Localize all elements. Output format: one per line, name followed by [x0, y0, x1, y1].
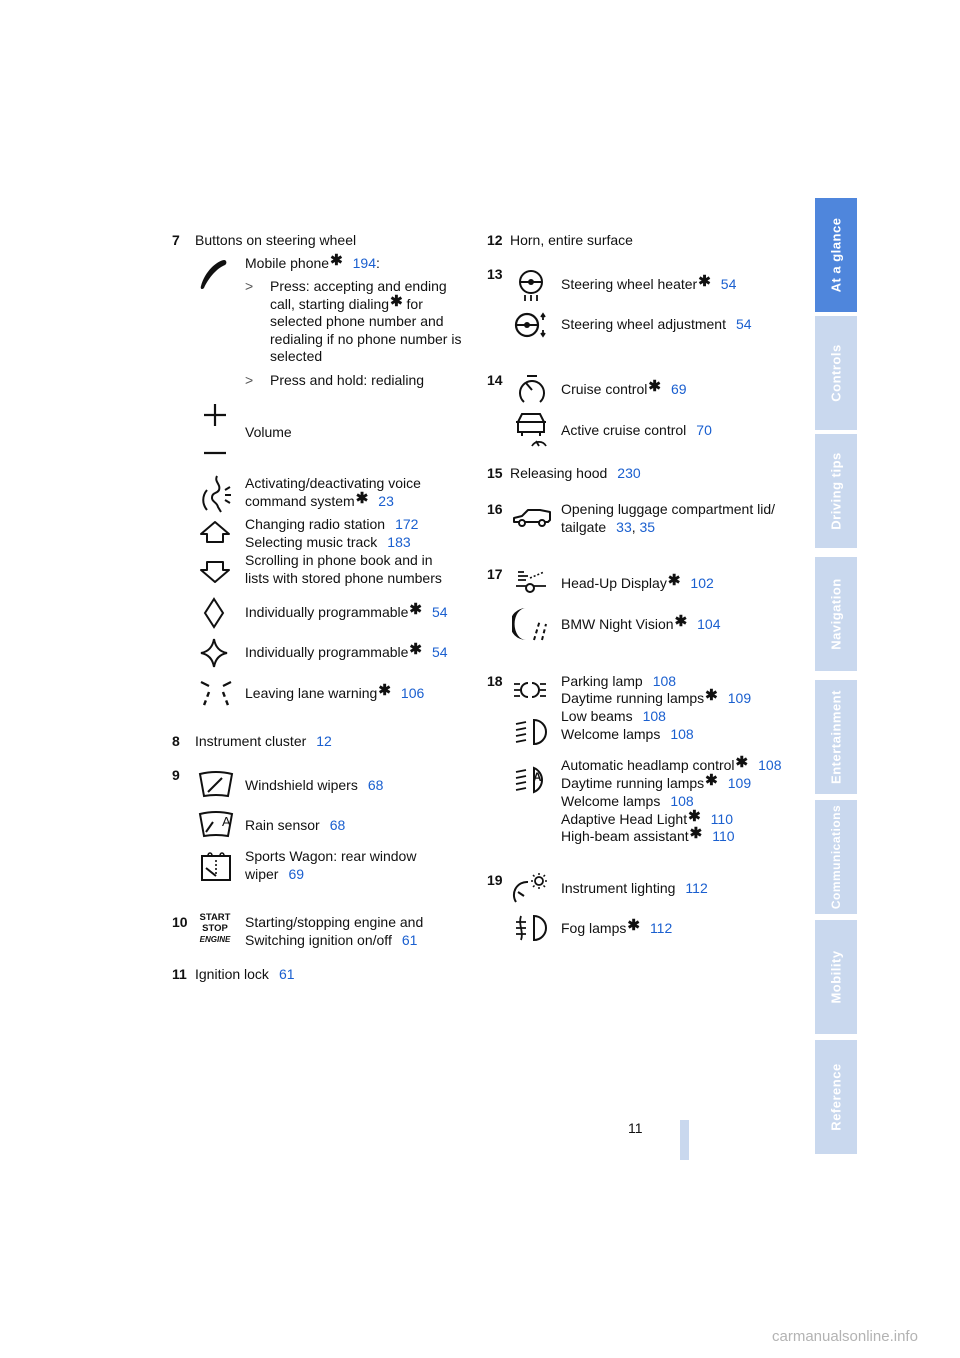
- programmable-2-label: Individually programmable✱ 54: [245, 641, 448, 660]
- bullet-marker: >: [245, 372, 254, 388]
- daytime-lamps-2-label: Daytime running lamps✱ 109: [561, 772, 752, 791]
- tab-driving-tips[interactable]: Driving tips: [815, 434, 857, 552]
- star-diamond-icon: [199, 637, 229, 669]
- steering-buttons-heading: Buttons on steering wheel: [195, 232, 357, 248]
- tab-controls[interactable]: Controls: [815, 316, 857, 434]
- plus-icon: [201, 402, 229, 428]
- page-ref-230[interactable]: 230: [617, 465, 641, 481]
- page-ref-172[interactable]: 172: [395, 516, 419, 532]
- head-up-display-label: Head-Up Display✱ 102: [561, 572, 714, 591]
- lane-warning-label: Leaving lane warning✱ 106: [245, 682, 425, 701]
- active-cruise-control-icon: [512, 410, 550, 448]
- volume-label: Volume: [245, 424, 292, 440]
- high-beam-assistant-label: High-beam assistant✱ 110: [561, 825, 735, 844]
- tab-navigation[interactable]: Navigation: [815, 557, 857, 675]
- parking-lamp-icon: [512, 680, 548, 700]
- page-number-bar: [680, 1120, 689, 1160]
- item-number-11: 11: [172, 966, 187, 982]
- windshield-wipers-label: Windshield wipers 68: [245, 777, 384, 793]
- page-ref-61[interactable]: 61: [278, 966, 295, 982]
- page-ref-108[interactable]: 108: [670, 793, 694, 809]
- tab-entertainment[interactable]: Entertainment: [815, 680, 857, 798]
- luggage-lid-icon: [512, 506, 552, 528]
- item-number-15: 15: [487, 465, 503, 481]
- rain-sensor-label: Rain sensor 68: [245, 817, 346, 833]
- ignition-lock-label: Ignition lock 61: [195, 966, 295, 982]
- minus-icon: [201, 448, 229, 458]
- cruise-control-icon: [516, 374, 548, 406]
- item-number-9: 9: [172, 767, 180, 783]
- instrument-lighting-label: Instrument lighting 112: [561, 880, 708, 896]
- diamond-icon: [203, 597, 225, 629]
- fog-lamps-label: Fog lamps✱ 112: [561, 917, 673, 936]
- page-ref-69[interactable]: 69: [288, 865, 305, 882]
- item-number-8: 8: [172, 733, 180, 749]
- page-ref-12[interactable]: 12: [316, 733, 332, 749]
- page-ref-112[interactable]: 112: [685, 880, 708, 896]
- arrow-down-icon: [199, 560, 231, 584]
- page-number: 11: [628, 1120, 643, 1136]
- steering-heater-label: Steering wheel heater✱ 54: [561, 273, 737, 292]
- item-number-14: 14: [487, 372, 503, 388]
- page-ref-109[interactable]: 109: [727, 775, 752, 791]
- windshield-wiper-icon: [198, 770, 234, 800]
- footer-watermark: [0, 1318, 960, 1358]
- steering-wheel-adjust-icon: [512, 310, 550, 340]
- instrument-cluster-label: Instrument cluster 12: [195, 733, 332, 749]
- radio-station-label: Changing radio station 172: [245, 516, 419, 532]
- auto-headlamp-label: Automatic headlamp control✱ 108: [561, 754, 782, 773]
- tab-mobility[interactable]: Mobility: [815, 920, 857, 1038]
- page-ref-33[interactable]: 33: [616, 518, 632, 535]
- daytime-lamps-label: Daytime running lamps✱ 109: [561, 687, 752, 706]
- rain-sensor-icon-letter: A: [222, 814, 231, 829]
- page-ref-108[interactable]: 108: [758, 757, 782, 773]
- rear-wiper-label: Sports Wagon: rear window wiper 69: [245, 848, 417, 882]
- bullet-marker: >: [245, 278, 254, 294]
- night-vision-icon: [512, 606, 548, 642]
- item-number-7: 7: [172, 232, 180, 248]
- page-ref-35[interactable]: 35: [639, 518, 656, 535]
- page-ref-102[interactable]: 102: [690, 575, 714, 591]
- steering-wheel-heater-icon: [514, 268, 548, 302]
- instrument-lighting-icon: [512, 872, 550, 906]
- phone-press-text: Press: accepting and ending call, starting dialing✱ for selected phone number and redialing if no phone number is selected: [270, 278, 462, 364]
- voice-command-icon: [199, 474, 233, 514]
- page-ref-108[interactable]: 108: [642, 708, 666, 724]
- page-ref-68[interactable]: 68: [367, 777, 384, 793]
- page-ref-104[interactable]: 104: [697, 616, 721, 632]
- tab-communications[interactable]: Communications: [815, 800, 857, 918]
- page-ref-183[interactable]: 183: [387, 534, 411, 550]
- page-ref-69[interactable]: 69: [670, 381, 687, 397]
- adaptive-head-light-label: Adaptive Head Light✱ 110: [561, 808, 733, 827]
- page-ref-109[interactable]: 109: [727, 690, 752, 706]
- low-beam-icon: [514, 718, 548, 746]
- start-stop-button-icon: START STOP ENGINE: [199, 912, 231, 944]
- scroll-phonebook-label: Scrolling in phone book and in lists with stored phone numbers: [245, 552, 442, 586]
- head-up-display-icon: [514, 570, 548, 598]
- item-number-19: 19: [487, 872, 503, 888]
- steering-adjust-label: Steering wheel adjustment 54: [561, 316, 752, 332]
- page-ref-54[interactable]: 54: [736, 316, 752, 332]
- page-ref-70[interactable]: 70: [696, 422, 712, 438]
- welcome-lamps-2-label: Welcome lamps 108: [561, 793, 694, 809]
- voice-command-label: Activating/deactivating voice command system✱ 23: [245, 475, 421, 509]
- page-ref-54[interactable]: 54: [432, 644, 448, 660]
- page-ref-108[interactable]: 108: [652, 673, 677, 689]
- item-number-13: 13: [487, 266, 503, 282]
- watermark-text: carmanualsonline.info: [772, 1328, 918, 1345]
- lane-departure-icon: [198, 678, 234, 710]
- item-number-12: 12: [487, 232, 503, 248]
- fog-lamp-icon: [514, 914, 548, 942]
- page-ref-106[interactable]: 106: [400, 685, 425, 701]
- item-number-18: 18: [487, 673, 503, 689]
- item-number-17: 17: [487, 566, 503, 582]
- cruise-control-label: Cruise control✱ 69: [561, 378, 687, 397]
- page-ref-110[interactable]: 110: [712, 828, 735, 844]
- arrow-up-icon: [199, 520, 231, 544]
- programmable-1-label: Individually programmable✱ 54: [245, 601, 448, 620]
- music-track-label: Selecting music track 183: [245, 534, 411, 550]
- phone-hold-text: Press and hold: redialing: [270, 372, 425, 388]
- item-number-16: 16: [487, 501, 503, 517]
- horn-label: Horn, entire surface: [510, 232, 633, 248]
- page-ref-23[interactable]: 23: [378, 492, 394, 509]
- page-ref-54[interactable]: 54: [720, 276, 737, 292]
- page-ref-112[interactable]: 112: [649, 920, 673, 936]
- welcome-lamps-label: Welcome lamps 108: [561, 726, 694, 742]
- item-number-10: 10: [172, 914, 188, 930]
- active-cruise-label: Active cruise control 70: [561, 422, 712, 438]
- low-beams-label: Low beams 108: [561, 708, 666, 724]
- page-ref-61[interactable]: 61: [401, 931, 418, 948]
- rear-wiper-icon: [198, 850, 234, 884]
- page-ref-194[interactable]: 194: [352, 255, 376, 271]
- tab-at-a-glance[interactable]: At a glance: [815, 198, 857, 316]
- start-stop-label: Starting/stopping engine and Switching ignition on/off 61: [245, 914, 424, 948]
- page-ref-68[interactable]: 68: [329, 817, 346, 833]
- night-vision-label: BMW Night Vision✱ 104: [561, 613, 721, 632]
- phone-icon: [197, 257, 229, 293]
- parking-lamp-label: Parking lamp 108: [561, 673, 677, 689]
- auto-headlamp-icon: [514, 764, 550, 794]
- tab-reference[interactable]: Reference: [815, 1040, 857, 1158]
- page-ref-54[interactable]: 54: [432, 604, 448, 620]
- page-ref-108[interactable]: 108: [670, 726, 694, 742]
- releasing-hood-label: Releasing hood 230: [510, 465, 641, 481]
- luggage-lid-label: Opening luggage compartment lid/ tailgate 33, 35: [561, 501, 776, 535]
- mobile-phone-label: Mobile phone✱ 194:: [245, 252, 380, 271]
- auto-headlamp-icon-letter: A: [533, 770, 542, 784]
- page-ref-110[interactable]: 110: [710, 811, 733, 827]
